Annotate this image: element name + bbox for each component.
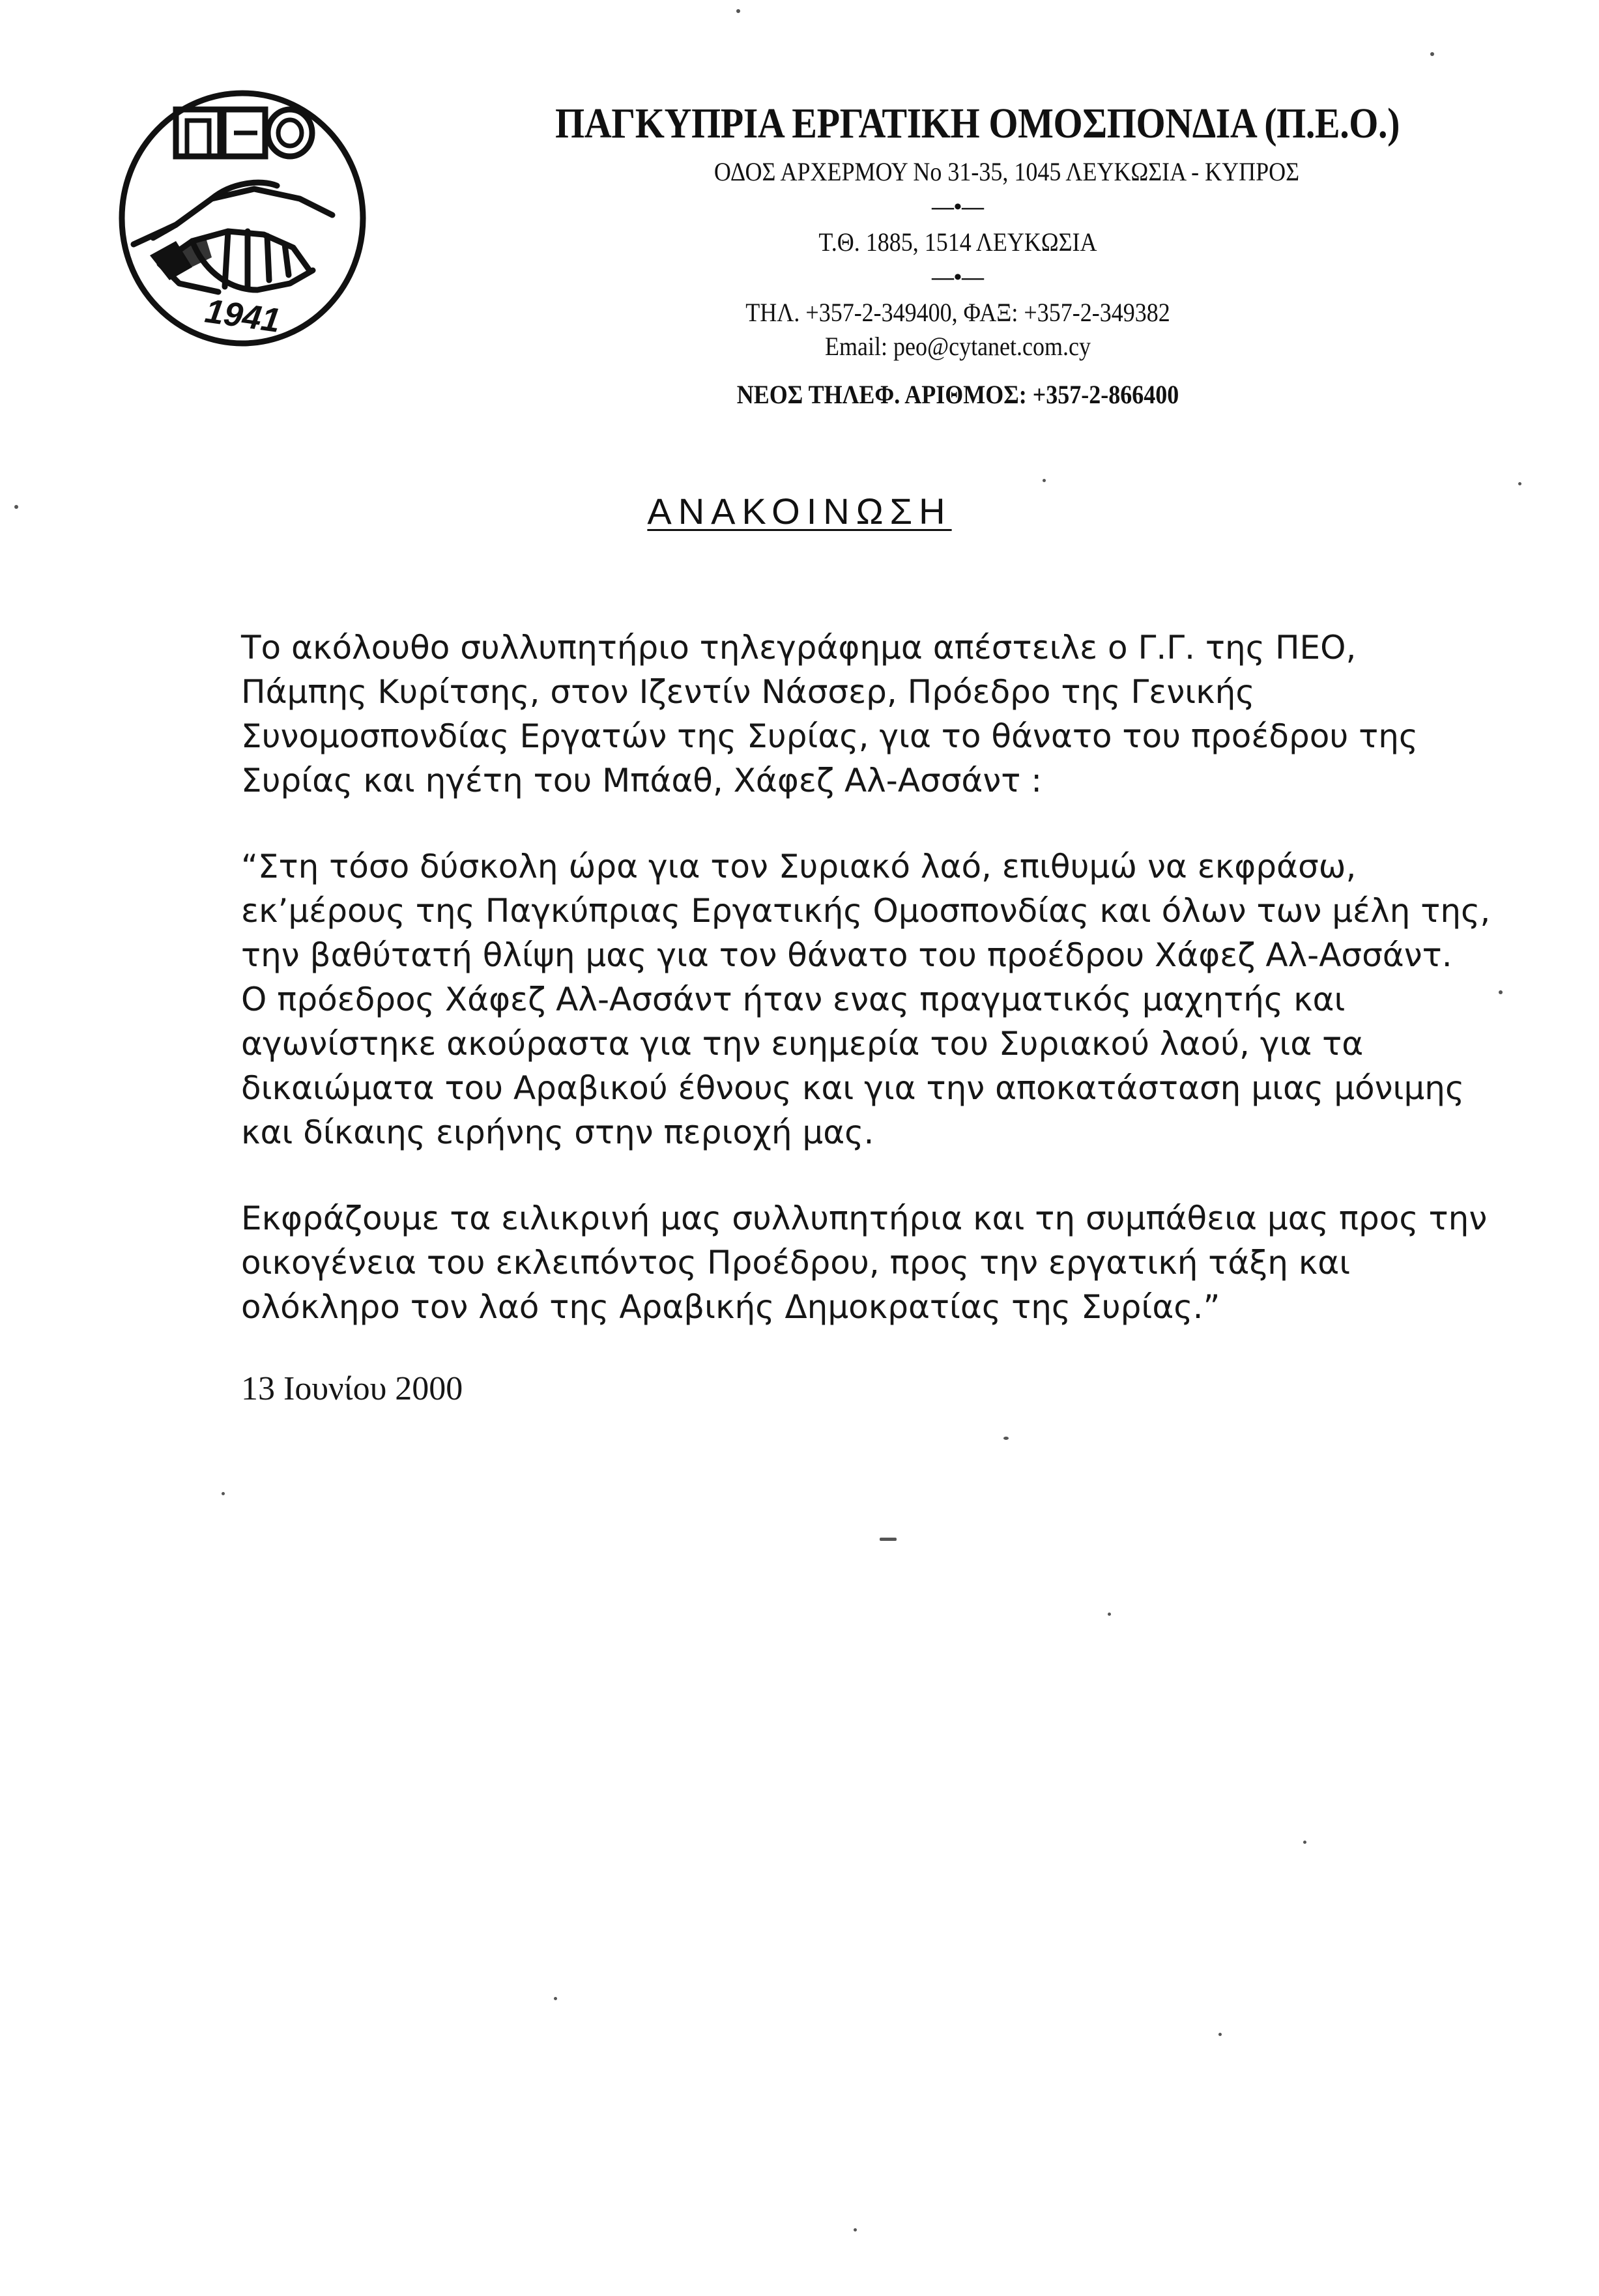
scan-speck (1499, 990, 1503, 994)
text-line: ολόκληρο τον λαό της Αραβικής Δημοκρατίας της Συρίας.” (241, 1288, 1220, 1326)
scan-speck (1108, 1613, 1111, 1616)
scan-speck (14, 505, 18, 509)
document-date: 13 Ιουνίου 2000 (241, 1370, 463, 1407)
scan-speck (1303, 1841, 1306, 1844)
quote-paragraph (241, 844, 1491, 1155)
scan-speck (554, 1997, 557, 2000)
organization-address: ΟΔΟΣ ΑΡΧΕΡΜΟΥ Νο 31-35, 1045 ΛΕΥΚΩΣΙΑ - ΚΥΠΡΟΣ (713, 157, 1300, 186)
text-line: και δίκαιης ειρήνης στην περιοχή μας. (241, 1113, 874, 1151)
scan-speck (854, 2228, 857, 2231)
text-line: αγωνίστηκε ακούραστα για την ευημερία του Συριακού λαού, για τα (241, 1025, 1364, 1063)
text-line: οικογένεια του εκλειπόντος Προέδρου, προς την εργατική τάξη και (241, 1244, 1351, 1282)
email-address: Email: peo@cytanet.com.cy (824, 332, 1091, 361)
text-line: Συρίας και ηγέτη του Μπάαθ, Χάφεζ Αλ-Ασσάντ : (241, 762, 1043, 799)
text-line: Συνομοσπονδίας Εργατών της Συρίας, για το θάνατο του προέδρου της (241, 717, 1419, 755)
phone-fax: ΤΗΛ. +357-2-349400, ΦΑΞ: +357-2-349382 (745, 298, 1170, 327)
po-box: Τ.Θ. 1885, 1514 ΛΕΥΚΩΣΙΑ (818, 227, 1097, 257)
scan-speck (1430, 52, 1434, 56)
peo-logo (114, 85, 371, 352)
document-title: ΑΝΑΚΟΙΝΩΣΗ (647, 491, 952, 532)
text-line: Το ακόλουθο συλλυπητήριο τηλεγράφημα απέστειλε ο Γ.Γ. της ΠΕΟ, (241, 629, 1357, 667)
handshake-emblem-icon (114, 85, 371, 352)
letterhead (404, 98, 1512, 412)
text-line: την βαθύτατή θλίψη μας για τον θάνατο του προέδρου Χάφεζ Αλ-Ασσάντ. (241, 936, 1452, 974)
scan-speck (1518, 482, 1521, 485)
separator: —•— (932, 195, 984, 219)
scan-speck (880, 1538, 897, 1541)
text-line: “Στη τόσο δύσκολη ώρα για τον Συριακό λαό, επιθυμώ να εκφράσω, (241, 848, 1357, 885)
logo-letters (176, 109, 312, 156)
document-body (241, 625, 1491, 1411)
text-line: Πάμπης Κυρίτσης, στον Ιζεντίν Νάσσερ, Πρόεδρο της Γενικής (241, 673, 1255, 711)
scan-speck (1003, 1437, 1009, 1440)
organization-name: ΠΑΓΚΥΠΡΙΑ ΕΡΓΑΤΙΚΗ ΟΜΟΣΠΟΝΔΙΑ (Π.Ε.Ο.) (555, 100, 1400, 147)
closing-paragraph (241, 1196, 1488, 1329)
text-line: δικαιώματα του Αραβικού έθνους και για την αποκατάσταση μιας μόνιμης (241, 1069, 1465, 1107)
text-line: εκ’μέρους της Παγκύπριας Εργατικής Ομοσπονδίας και όλων των μέλη της, (241, 892, 1491, 930)
scan-speck (222, 1492, 225, 1495)
scan-speck (736, 9, 740, 13)
new-phone-number: ΝΕΟΣ ΤΗΛΕΦ. ΑΡΙΘΜΟΣ: +357-2-866400 (736, 380, 1179, 409)
separator: —•— (932, 265, 984, 289)
text-line: Εκφράζουμε τα ειλικρινή μας συλλυπητήρια και τη συμπάθεια μας προς την (241, 1199, 1488, 1237)
intro-paragraph (241, 625, 1433, 803)
scan-speck (1043, 479, 1046, 482)
scan-speck (1218, 2033, 1222, 2036)
logo-year: 1941 (203, 292, 283, 340)
text-line: Ο πρόεδρος Χάφεζ Αλ-Ασσάντ ήταν ενας πραγματικός μαχητής και (241, 981, 1346, 1018)
